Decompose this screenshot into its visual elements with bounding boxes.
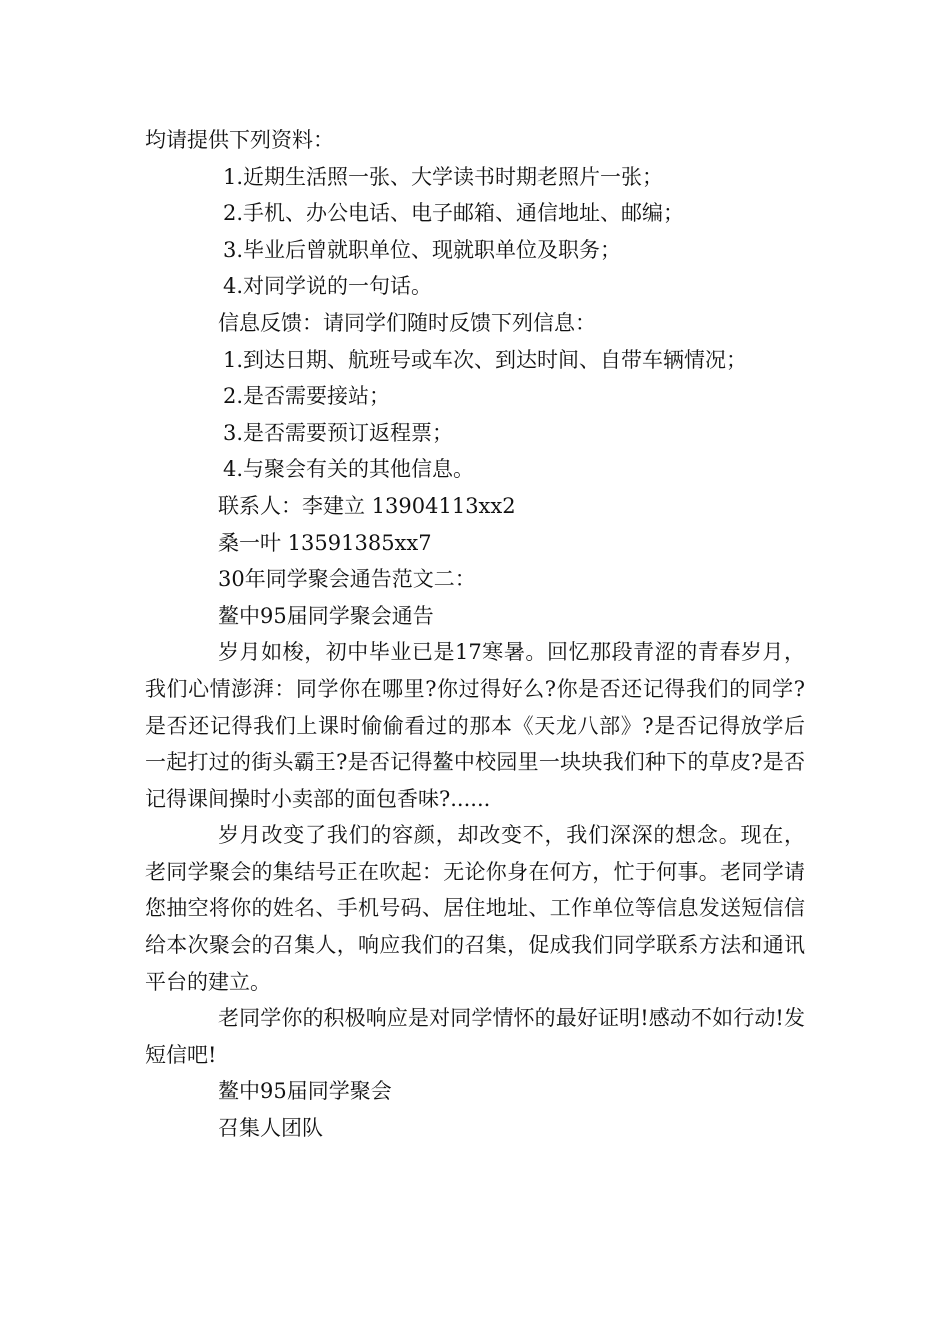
signature-line: 鳌中95届同学聚会 <box>218 1079 392 1104</box>
info-item: 1.近期生活照一张、大学读书时期老照片一张； <box>223 164 664 189</box>
feedback-title: 信息反馈：请同学们随时反馈下列信息： <box>218 310 596 335</box>
signature-line: 召集人团队 <box>218 1116 323 1141</box>
sample-title: 30年同学聚会通告范文二： <box>218 567 476 592</box>
feedback-item: 4.与聚会有关的其他信息。 <box>223 457 475 482</box>
document-body <box>145 122 805 1147</box>
feedback-item: 3.是否需要预订返程票； <box>223 420 454 445</box>
contact-line: 联系人：李建立 13904113xx2 <box>218 493 516 518</box>
body-paragraph: 岁月如梭，初中毕业已是17寒暑。回忆那段青涩的青春岁月，我们心情澎湃：同学你在哪里?你过得好么?你是否还记得我们的同学?是否还记得我们上课时偷偷看过的那本《天龙八部》?是否记得放学后一起打过的街头霸王?是否记得鳌中校园里一块块我们种下的草皮?是否记得课间操时小卖部的面包香味?...... <box>145 640 805 811</box>
info-item: 3.毕业后曾就职单位、现就职单位及职务； <box>223 237 622 262</box>
info-request-line: 均请提供下列资料： <box>145 128 334 152</box>
body-paragraph: 老同学你的积极响应是对同学情怀的最好证明!感动不如行动!发短信吧! <box>145 1006 805 1067</box>
notice-title: 鳌中95届同学聚会通告 <box>218 603 434 628</box>
info-item: 4.对同学说的一句话。 <box>223 274 433 299</box>
body-paragraph: 岁月改变了我们的容颜，却改变不，我们深深的想念。现在，老同学聚会的集结号正在吹起：无论你身在何方，忙于何事。老同学请您抽空将你的姓名、手机号码、居住地址、工作单位等信息发送短信信给本次聚会的召集人，响应我们的召集，促成我们同学联系方法和通讯平台的建立。 <box>145 823 805 994</box>
feedback-item: 2.是否需要接站； <box>223 384 391 409</box>
info-item: 2.手机、办公电话、电子邮箱、通信地址、邮编； <box>223 201 685 226</box>
feedback-item: 1.到达日期、航班号或车次、到达时间、自带车辆情况； <box>223 347 748 372</box>
contact-line: 桑一叶 13591385xx7 <box>218 530 432 555</box>
